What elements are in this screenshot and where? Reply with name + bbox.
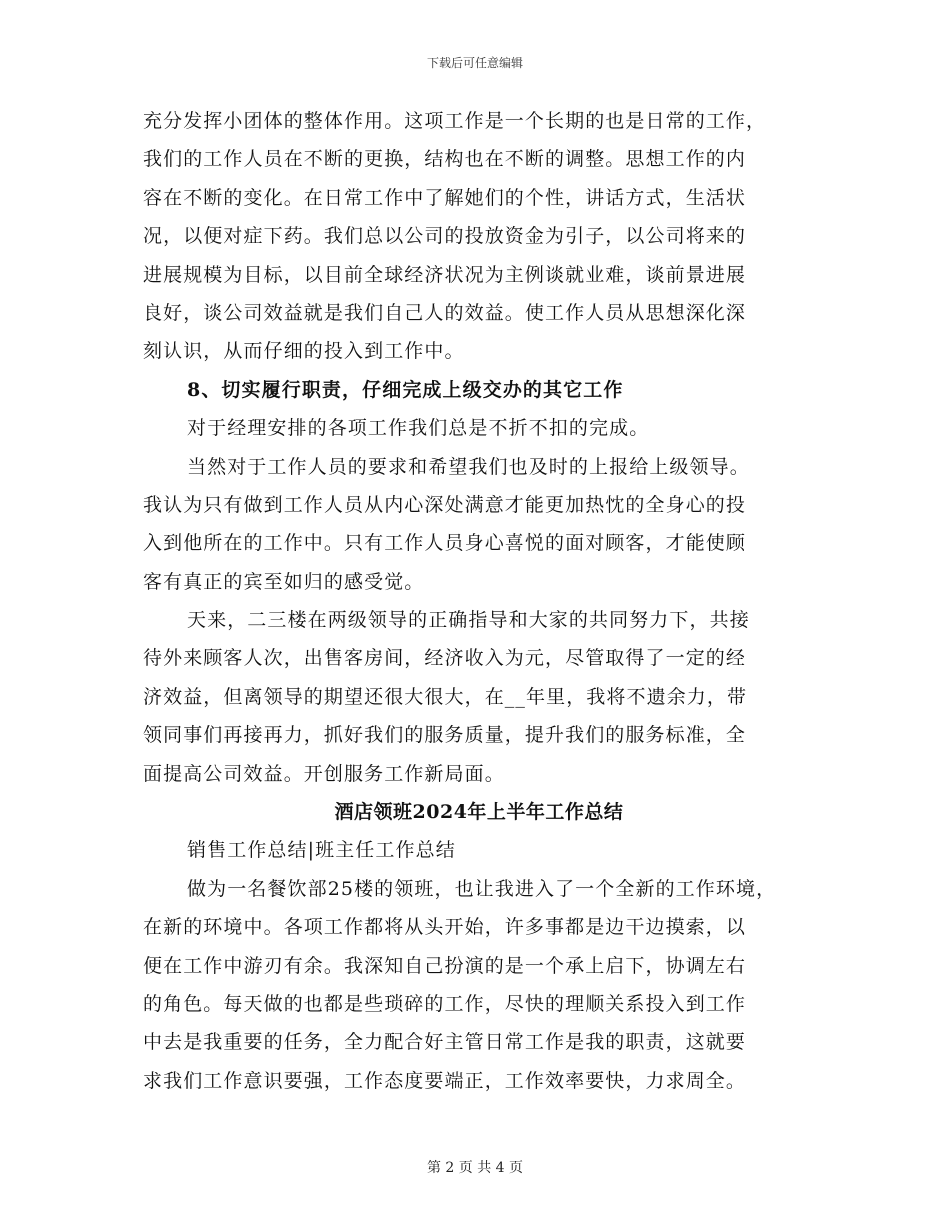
body-line: 良好，谈公司效益就是我们自己人的效益。使工作人员从思想深化深 (143, 301, 747, 324)
body-line: 我们的工作人员在不断的更换，结构也在不断的调整。思想工作的内 (143, 148, 747, 171)
body-line: 领同事们再接再力，抓好我们的服务质量，提升我们的服务标准，全 (143, 724, 747, 747)
body-line: 进展规模为目标，以目前全球经济状况为主例谈就业难，谈前景进展 (143, 263, 747, 286)
body-line: 求我们工作意识要强，工作态度要端正，工作效率要快，力求周全。 (143, 1069, 747, 1092)
subtitle-line: 销售工作总结|班主任工作总结 (187, 839, 456, 862)
body-line: 容在不断的变化。在日常工作中了解她们的个性，讲话方式，生活状 (143, 186, 747, 209)
body-line: 我认为只有做到工作人员从内心深处满意才能更加热忱的全身心的投 (143, 493, 747, 516)
body-line: 便在工作中游刃有余。我深知自己扮演的是一个承上启下，协调左右 (143, 954, 747, 977)
body-line: 待外来顾客人次，出售客房间，经济收入为元，尽管取得了一定的经 (143, 647, 747, 670)
section-heading: 8、切实履行职责，仔细完成上级交办的其它工作 (187, 378, 624, 401)
document-title: 酒店领班2024年上半年工作总结 (334, 801, 624, 824)
body-line: 入到他所在的工作中。只有工作人员身心喜悦的面对顾客，才能使顾 (143, 532, 747, 555)
paragraph-start: 做为一名餐饮部25楼的领班，也让我进入了一个全新的工作环境， (187, 877, 777, 900)
body-line: 在新的环境中。各项工作都将从头开始，许多事都是边干边摸索，以 (143, 916, 747, 939)
body-line: 况，以便对症下药。我们总以公司的投放资金为引子，以公司将来的 (143, 225, 747, 248)
paragraph-start: 当然对于工作人员的要求和希望我们也及时的上报给上级领导。 (187, 455, 750, 478)
body-line: 济效益，但离领导的期望还很大很大，在__年里，我将不遗余力，带 (143, 685, 748, 708)
body-line: 的角色。每天做的也都是些琐碎的工作，尽快的理顺关系投入到工作 (143, 992, 747, 1015)
page-footer: 第 2 页 共 4 页 (426, 1160, 524, 1176)
paragraph-start: 天来，二三楼在两级领导的正确指导和大家的共同努力下，共接 (187, 609, 750, 632)
body-line: 面提高公司效益。开创服务工作新局面。 (143, 762, 505, 785)
paragraph-start: 对于经理安排的各项工作我们总是不折不扣的完成。 (187, 417, 650, 440)
body-line: 中去是我重要的任务，全力配合好主管日常工作是我的职责，这就要 (143, 1031, 747, 1054)
body-line: 客有真正的宾至如归的感受觉。 (143, 570, 425, 593)
document-body (143, 102, 815, 1100)
body-line: 刻认识，从而仔细的投入到工作中。 (143, 340, 465, 363)
page-header: 下载后可任意编辑 (426, 56, 523, 70)
body-line: 充分发挥小团体的整体作用。这项工作是一个长期的也是日常的工作， (143, 110, 767, 132)
